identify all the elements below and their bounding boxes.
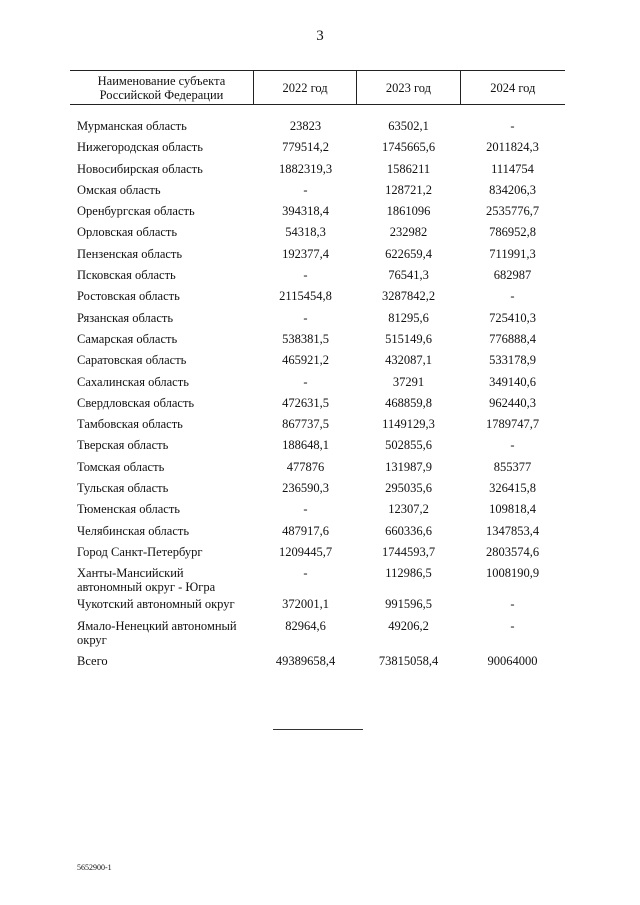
value-2022-cell: 82964,6 bbox=[285, 618, 326, 633]
table-row bbox=[70, 545, 565, 566]
value-2023-cell: 37291 bbox=[392, 374, 425, 389]
region-name-cell: Томская область bbox=[77, 459, 165, 474]
table-row bbox=[70, 597, 565, 618]
region-name-cell: Челябинская область bbox=[77, 523, 190, 538]
region-name-cell: Ханты-Мансийский автономный округ - Югра bbox=[77, 566, 216, 595]
value-2022-cell: 1209445,7 bbox=[278, 544, 333, 559]
region-name-cell: Ямало-Ненецкий автономный округ bbox=[77, 618, 237, 647]
region-name-cell: Чукотский автономный округ bbox=[77, 597, 235, 612]
table-row bbox=[70, 268, 565, 289]
header-2022: 2022 год bbox=[254, 71, 357, 104]
value-2022-cell: 487917,6 bbox=[282, 523, 329, 538]
value-2024-cell: 109818,4 bbox=[489, 502, 536, 517]
table-row bbox=[70, 502, 565, 523]
value-2023-cell: 63502,1 bbox=[388, 119, 429, 133]
value-2024-cell: 725410,3 bbox=[489, 310, 536, 325]
page-number: 3 bbox=[316, 28, 324, 44]
region-name-cell: Мурманская область bbox=[77, 119, 187, 133]
value-2023-cell: 1149129,3 bbox=[382, 417, 435, 432]
value-2023-cell: 468859,8 bbox=[385, 395, 432, 410]
value-2022-cell: 394318,4 bbox=[282, 204, 329, 219]
value-2024-cell: 533178,9 bbox=[489, 353, 536, 368]
value-2022-cell: 779514,2 bbox=[282, 140, 329, 155]
value-2023-cell: 131987,9 bbox=[385, 459, 432, 474]
value-2022-cell: 23823 bbox=[289, 119, 322, 133]
value-2022-cell: - bbox=[303, 502, 308, 517]
value-2024-cell: 90064000 bbox=[487, 653, 538, 668]
table-row bbox=[70, 247, 565, 268]
value-2022-cell: 54318,3 bbox=[285, 225, 326, 240]
value-2023-cell: 232982 bbox=[389, 225, 428, 240]
value-2022-cell: 477876 bbox=[286, 459, 325, 474]
region-name-cell: Ростовская область bbox=[77, 289, 180, 304]
table-row bbox=[70, 460, 565, 481]
value-2023-cell: 12307,2 bbox=[388, 502, 429, 517]
table-row bbox=[70, 162, 565, 183]
region-name-cell: Тверская область bbox=[77, 438, 169, 453]
region-name-cell: Тюменская область bbox=[77, 502, 180, 517]
value-2022-cell: 465921,2 bbox=[282, 353, 329, 368]
region-name-cell: Тульская область bbox=[77, 481, 169, 496]
region-name-cell: Псковская область bbox=[77, 268, 176, 283]
table-row bbox=[70, 524, 565, 545]
value-2024-cell: 682987 bbox=[493, 268, 532, 283]
value-2024-cell: 1114754 bbox=[491, 161, 534, 176]
value-2023-cell: 112986,5 bbox=[385, 566, 432, 581]
table-body bbox=[70, 119, 565, 675]
table-row bbox=[70, 119, 565, 140]
value-2022-cell: 538381,5 bbox=[282, 331, 329, 346]
table-row bbox=[70, 225, 565, 246]
value-2023-cell: 1745665,6 bbox=[381, 140, 436, 155]
value-2023-cell: 991596,5 bbox=[385, 597, 432, 612]
value-2022-cell: - bbox=[303, 310, 308, 325]
value-2022-cell: 472631,5 bbox=[282, 395, 329, 410]
table-row bbox=[70, 375, 565, 396]
table-row bbox=[70, 353, 565, 374]
table-row bbox=[70, 619, 565, 650]
region-name-cell: Омская область bbox=[77, 182, 161, 197]
header-2024: 2024 год bbox=[490, 80, 536, 95]
value-2023-cell: 49206,2 bbox=[388, 618, 429, 633]
document-code: 5652900-1 bbox=[77, 863, 112, 872]
value-2024-cell: - bbox=[510, 597, 515, 612]
value-2023-cell: 3287842,2 bbox=[381, 289, 436, 304]
value-2022-cell: 188648,1 bbox=[282, 438, 329, 453]
value-2024-cell: 962440,3 bbox=[489, 395, 536, 410]
value-2022-cell: 372001,1 bbox=[282, 597, 329, 612]
region-name-cell: Оренбургская область bbox=[77, 204, 195, 219]
value-2024-cell: - bbox=[510, 289, 515, 304]
region-name-cell: Пензенская область bbox=[77, 246, 183, 261]
region-name-cell: Тамбовская область bbox=[77, 417, 183, 432]
value-2023-cell: 432087,1 bbox=[385, 353, 432, 368]
value-2023-cell: 76541,3 bbox=[388, 268, 429, 283]
value-2024-cell: 1347853,4 bbox=[485, 523, 540, 538]
value-2023-cell: 1586211 bbox=[386, 161, 431, 176]
value-2023-cell: 295035,6 bbox=[385, 481, 432, 496]
value-2022-cell: 867737,5 bbox=[282, 417, 329, 432]
table-row bbox=[70, 140, 565, 161]
table-total-row bbox=[70, 654, 565, 675]
region-name-cell: Сахалинская область bbox=[77, 374, 189, 389]
value-2024-cell: 349140,6 bbox=[489, 374, 536, 389]
value-2024-cell: 2011824,3 bbox=[486, 140, 539, 155]
value-2023-cell: 1744593,7 bbox=[381, 544, 436, 559]
value-2024-cell: - bbox=[510, 618, 515, 633]
value-2023-cell: 502855,6 bbox=[385, 438, 432, 453]
region-name-cell: Самарская область bbox=[77, 331, 178, 346]
region-name-cell: Саратовская область bbox=[77, 353, 187, 368]
value-2023-cell: 622659,4 bbox=[385, 246, 432, 261]
value-2024-cell: 326415,8 bbox=[489, 481, 536, 496]
value-2024-cell: 2535776,7 bbox=[485, 204, 540, 219]
value-2024-cell: - bbox=[510, 438, 515, 453]
value-2024-cell: 2803574,6 bbox=[485, 544, 540, 559]
end-divider bbox=[273, 729, 363, 730]
header-region-name: Наименование субъекта Российской Федерации bbox=[70, 71, 254, 104]
value-2023-cell: 515149,6 bbox=[385, 331, 432, 346]
region-name-cell: Свердловская область bbox=[77, 395, 195, 410]
value-2022-cell: 1882319,3 bbox=[278, 161, 333, 176]
table-row bbox=[70, 566, 565, 597]
table-row bbox=[70, 204, 565, 225]
value-2022-cell: 236590,3 bbox=[282, 481, 329, 496]
value-2023-cell: 81295,6 bbox=[388, 310, 429, 325]
budget-table bbox=[70, 70, 565, 675]
table-row bbox=[70, 311, 565, 332]
table-row bbox=[70, 438, 565, 459]
value-2024-cell: 786952,8 bbox=[489, 225, 536, 240]
table-row bbox=[70, 332, 565, 353]
value-2024-cell: 834206,3 bbox=[489, 182, 536, 197]
value-2024-cell: - bbox=[510, 119, 515, 133]
region-name-cell: Новосибирская область bbox=[77, 161, 203, 176]
value-2024-cell: 711991,3 bbox=[489, 246, 536, 261]
header-2023: 2023 год bbox=[357, 71, 460, 104]
value-2024-cell: 776888,4 bbox=[489, 331, 536, 346]
value-2022-cell: 2115454,8 bbox=[279, 289, 332, 304]
table-row bbox=[70, 396, 565, 417]
value-2022-cell: - bbox=[303, 374, 308, 389]
region-name-cell: Рязанская область bbox=[77, 310, 174, 325]
value-2022-cell: 49389658,4 bbox=[275, 653, 336, 668]
value-2022-cell: - bbox=[303, 566, 308, 581]
region-name-cell: Орловская область bbox=[77, 225, 178, 240]
value-2023-cell: 73815058,4 bbox=[378, 653, 439, 668]
region-name-cell: Город Санкт-Петербург bbox=[77, 544, 203, 559]
value-2023-cell: 128721,2 bbox=[385, 182, 432, 197]
value-2024-cell: 1789747,7 bbox=[485, 417, 540, 432]
value-2022-cell: - bbox=[303, 182, 308, 197]
value-2024-cell: 1008190,9 bbox=[485, 566, 540, 581]
table-row bbox=[70, 289, 565, 310]
table-row bbox=[70, 481, 565, 502]
table-row bbox=[70, 183, 565, 204]
region-name-cell: Нижегородская область bbox=[77, 140, 203, 155]
value-2023-cell: 660336,6 bbox=[385, 523, 432, 538]
table-header bbox=[70, 70, 565, 105]
value-2022-cell: 192377,4 bbox=[282, 246, 329, 261]
value-2022-cell: - bbox=[303, 268, 308, 283]
value-2023-cell: 1861096 bbox=[386, 204, 431, 219]
region-name-cell: Всего bbox=[77, 653, 108, 668]
table-row bbox=[70, 417, 565, 438]
value-2024-cell: 855377 bbox=[493, 459, 532, 474]
